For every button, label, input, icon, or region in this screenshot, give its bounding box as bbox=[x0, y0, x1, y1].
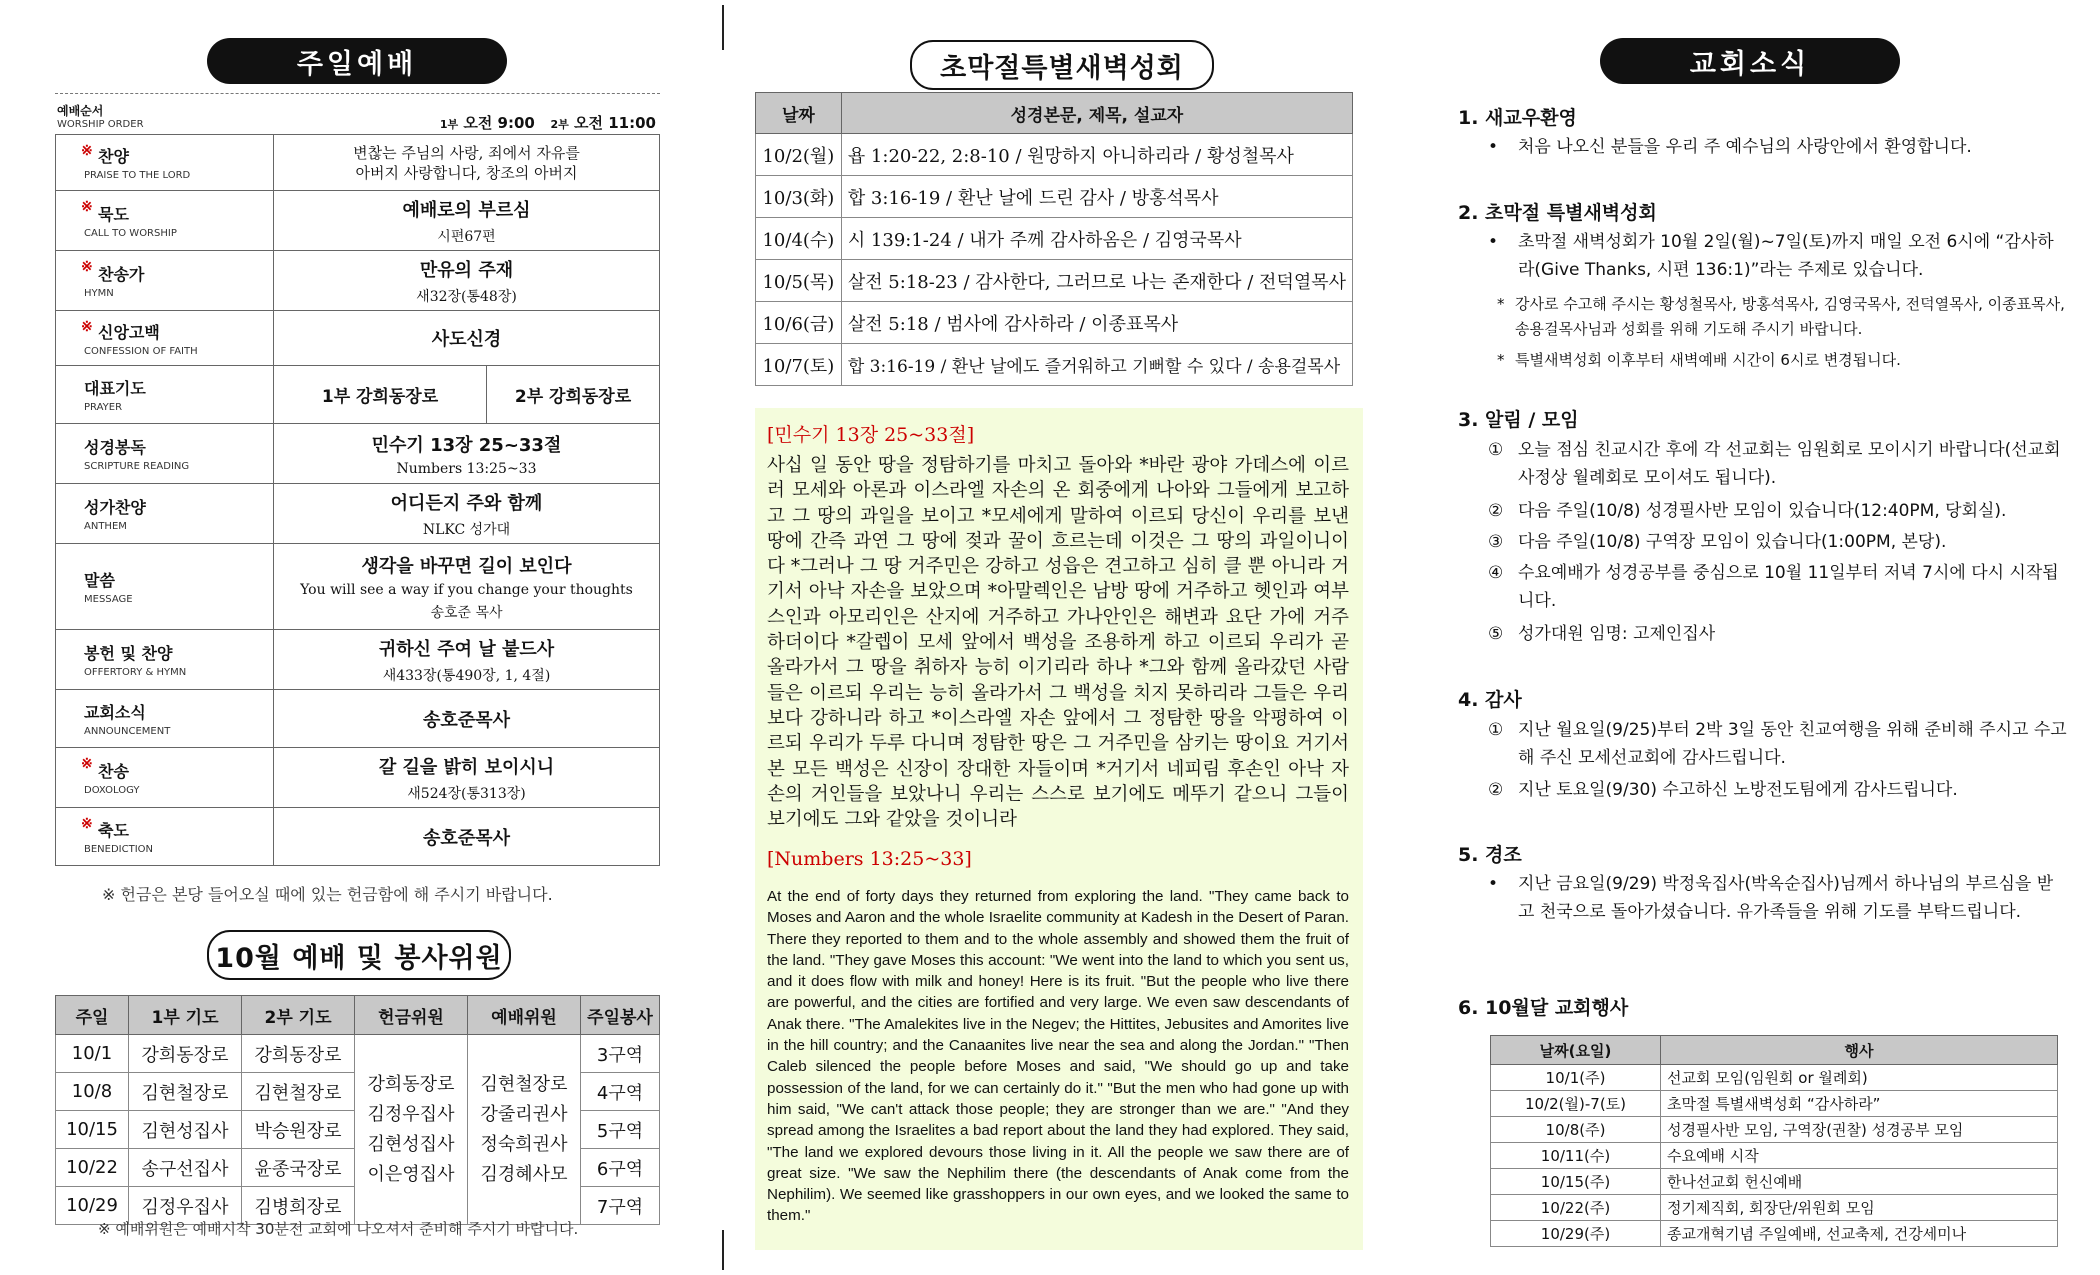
prayer-second-service: 2부 강희동장로 bbox=[514, 387, 632, 407]
order-label-ko: 예배순서 bbox=[57, 104, 104, 118]
volunteer-note: ※ 예배위원은 예배시작 30분전 교회에 나오셔서 준비해 주시기 바랍니다. bbox=[98, 1220, 579, 1238]
list-item: • 지난 금요일(9/29) 박정욱집사(박옥순집사)님께서 하나님의 부르심을 받고 천국으로 돌아가셨습니다. 유가족들을 위해 기도를 부탁드립니다. bbox=[1488, 874, 2054, 922]
worship-title: 주일예배 bbox=[207, 38, 507, 84]
table-row: 10/1 강희동장로 강희동장로 강희동장로 김정우집사 김현성집사 이은영집사 김현철장로 강줄리권사 정숙희권사 김경혜사모 3구역 bbox=[56, 1035, 660, 1073]
order-row: 성경봉독 SCRIPTURE READING 민수기 13장 25~33절 Numbers 13:25~33 bbox=[56, 424, 660, 484]
column-divider-bottom bbox=[722, 1230, 724, 1270]
list-item: ④ 수요예배가 성경공부를 중심으로 10월 11일부터 저녁 7시에 다시 시작됩니다. bbox=[1488, 563, 2059, 611]
list-item: ③ 다음 주일(10/8) 구역장 모임이 있습니다(1:00PM, 본당). bbox=[1488, 532, 1947, 552]
worship-order-table bbox=[55, 134, 660, 866]
section-thanks: 4. 감사 bbox=[1458, 689, 1522, 711]
volunteers-table bbox=[55, 995, 660, 1225]
table-row: 10/29(주) 종교개혁기념 주일예배, 선교축제, 건강세미나 bbox=[1491, 1221, 2058, 1247]
dawn-header-row: 날짜 성경본문, 제목, 설교자 bbox=[756, 93, 1353, 134]
order-row: 교회소식 ANNOUNCEMENT 송호준목사 bbox=[56, 690, 660, 748]
list-item: ⑤ 성가대원 임명: 고제인집사 bbox=[1488, 624, 1716, 644]
worship-order-header bbox=[55, 93, 660, 134]
korean-scripture-reference: [민수기 13장 25~33절] bbox=[767, 424, 975, 446]
table-row: 10/1(주) 선교회 모임(임원회 or 월례회) bbox=[1491, 1065, 2058, 1091]
table-row: 10/6(금) 살전 5:18 / 범사에 감사하라 / 이종표목사 bbox=[756, 302, 1353, 344]
table-row: 10/7(토) 합 3:16-19 / 환난 날에도 즐거워하고 기뻐할 수 있다 / 송용걸목사 bbox=[756, 344, 1353, 386]
scripture-box bbox=[755, 408, 1363, 1250]
order-row: ※ 찬송 DOXOLOGY 갈 길을 밝히 보이시니 새524장(통313장) bbox=[56, 748, 660, 808]
offering-team: 강희동장로 김정우집사 김현성집사 이은영집사 bbox=[355, 1035, 468, 1225]
table-row: 10/3(화) 합 3:16-19 / 환난 날에 드린 감사 / 방홍석목사 bbox=[756, 176, 1353, 218]
dawn-service-column bbox=[755, 0, 1365, 1275]
worship-team: 김현철장로 강줄리권사 정숙희권사 김경혜사모 bbox=[468, 1035, 581, 1225]
church-news-column bbox=[1450, 0, 2070, 1275]
dawn-service-title: 초막절특별새벽성회 bbox=[910, 40, 1214, 90]
list-item: • 초막절 새벽성회가 10월 2일(월)~7일(토)까지 매일 오전 6시에 “감사하라(Give Thanks, 시편 136:1)”라는 주제로 있습니다. bbox=[1488, 232, 2054, 280]
order-row: ※ 묵도 CALL TO WORSHIP 예배로의 부르심 시편67편 bbox=[56, 191, 660, 251]
section-welcome: 1. 새교우환영 bbox=[1458, 107, 1577, 129]
church-news-title: 교회소식 bbox=[1600, 38, 1900, 84]
order-row: 성가찬양 ANTHEM 어디든지 주와 함께 NLKC 성가대 bbox=[56, 484, 660, 544]
dawn-schedule-table bbox=[755, 92, 1353, 386]
volunteers-title: 10월 예배 및 봉사위원 bbox=[207, 930, 511, 980]
order-label-en: WORSHIP ORDER bbox=[57, 119, 144, 130]
list-item: ① 오늘 점심 친교시간 후에 각 선교회는 임원회로 모이시기 바랍니다(선교회 사정상 월례회로 모이셔도 됩니다). bbox=[1488, 440, 2061, 488]
list-item: • 처음 나오신 분들을 우리 주 예수님의 사랑안에서 환영합니다. bbox=[1488, 137, 1972, 157]
section-condolences: 5. 경조 bbox=[1458, 844, 1522, 866]
section-events: 6. 10월달 교회행사 bbox=[1458, 997, 1629, 1019]
events-header-row: 날짜(요일) 행사 bbox=[1491, 1036, 2058, 1065]
service-times: 1부 오전 9:00 2부 오전 11:00 bbox=[439, 114, 656, 132]
column-divider-top bbox=[722, 5, 724, 50]
table-row: 10/2(월)-7(토) 초막절 특별새벽성회 “감사하라” bbox=[1491, 1091, 2058, 1117]
order-row: ※ 축도 BENEDICTION 송호준목사 bbox=[56, 808, 660, 866]
order-row: 대표기도 PRAYER 1부 강희동장로 2부 강희동장로 bbox=[56, 366, 660, 424]
order-row: ※ 찬송가 HYMN 만유의 주재 새32장(통48장) bbox=[56, 251, 660, 311]
table-row: 10/22(주) 정기제직회, 회장단/위원회 모임 bbox=[1491, 1195, 2058, 1221]
prayer-first-service: 1부 강희동장로 bbox=[321, 387, 439, 407]
table-row: 10/11(수) 수요예배 시작 bbox=[1491, 1143, 2058, 1169]
korean-scripture-text: 사십 일 동안 땅을 정탐하기를 마치고 돌아와 *바란 광야 가데스에 이르러 모세와 아론과 이스라엘 자손의 온 회중에게 나아와 그들에게 보고하고 그 땅의 과일을 보이고 *모세에게 말하여 이르되 당신이 우리를 보낸 땅에 간즉 과연 그 땅에 젖과 꿀이 흐르는데 이것은 그 땅의 과일이니이다 *그러나 그 땅 거주민은 강하고 성읍은 견고하고 심히 클 뿐 아니라 거기서 아낙 자손을 보았으며 *아말렉인은 남방 땅에 거주하고 헷인과 여부스인과 아모리인은 산지에 거주하고 가나안인은 해변과 요단 가에 거주하더이다 *갈렙이 모세 앞에서 백성을 조용하게 하고 이르되 우리가 곧 올라가서 그 땅을 취하자 능히 이기리라 하나 *그와 함께 올라갔던 사람들은 이르되 우리는 능히 올라가서 그 백성을 치지 못하리라 그들은 우리보다 강하니라 하고 *이스라엘 자손 앞에서 그 정탐한 땅을 악평하여 이르되 우리가 두루 다니며 정탐한 땅은 그 거주민을 삼키는 땅이요 거기서 본 모든 백성은 신장이 장대한 자들이며 *거기서 네피림 후손인 아낙 자손의 거인들을 보았나니 우리는 스스로 보기에도 메뚜기 같으니 그들이 보기에도 그와 같았을 것이니라 bbox=[767, 455, 1349, 831]
worship-order bbox=[55, 93, 660, 866]
list-item: ② 다음 주일(10/8) 성경필사반 모임이 있습니다(12:40PM, 당회실). bbox=[1488, 501, 2007, 521]
order-row: ※ 신앙고백 CONFESSION OF FAITH 사도신경 bbox=[56, 311, 660, 366]
table-row: 10/22 송구선집사 윤종국장로 6구역 bbox=[56, 1149, 660, 1187]
english-scripture-reference: [Numbers 13:25~33] bbox=[767, 848, 972, 870]
table-row: 10/29 김정우집사 김병희장로 7구역 bbox=[56, 1187, 660, 1225]
english-scripture-text: At the end of forty days they returned from exploring the land. "They came back to Moses and Aaron and the whole Israelite community at Kadesh in the Desert of Paran. There they reported to them and to the whole assembly and showed them the fruit of the land. "They gave Moses this account: "We went into the land to which you sent us, and it does flow with milk and honey! Here is its fruit. "But the people who live there are powerful, and the cities are fortified and very large. We even saw descendants of Anak there. "The Amalekites live in the Negev; the Hittites, Jebusites and Amorites live in the hill country; and the Canaanites live near the sea and along the Jordan." "Then Caleb silenced the people before Moses and said, "We should go up and take possession of the land, for we can certainly do it." "But the men who had gone up with him said, "We can't attack those people; they are stronger than we are." "And they spread among the Israelites a bad report about the land they had explored. They said, "The land we explored devours those living in it. All the people we saw there are of great size. "We saw the Nephilim there (the descendants of Anak come from the Nephilim). We seemed like grasshoppers in our own eyes, and we looked the same to them." bbox=[767, 888, 1349, 1225]
table-row: 10/4(수) 시 139:1-24 / 내가 주께 감사하옴은 / 김영국목사 bbox=[756, 218, 1353, 260]
order-row: ※ 찬양 PRAISE TO THE LORD 변찮는 주님의 사랑, 죄에서 자유를 아버지 사랑합니다, 창조의 아버지 bbox=[56, 135, 660, 191]
note-item: * 특별새벽성회 이후부터 새벽예배 시간이 6시로 변경됩니다. bbox=[1497, 351, 1901, 369]
table-row: 10/8(주) 성경필사반 모임, 구역장(권찰) 성경공부 모임 bbox=[1491, 1117, 2058, 1143]
section-dawn-service: 2. 초막절 특별새벽성회 bbox=[1458, 202, 1657, 224]
table-row: 10/15(주) 한나선교회 헌신예배 bbox=[1491, 1169, 2058, 1195]
list-item: ② 지난 토요일(9/30) 수고하신 노방전도팀에게 감사드립니다. bbox=[1488, 780, 1958, 800]
worship-column bbox=[50, 0, 665, 1275]
volunteers-header-row: 주일 1부 기도 2부 기도 헌금위원 예배위원 주일봉사 bbox=[56, 996, 660, 1035]
note-item: * 강사로 수고해 주시는 황성철목사, 방홍석목사, 김영국목사, 전덕열목사, 이종표목사, 송용걸목사님과 성회를 위해 기도해 주시기 바랍니다. bbox=[1497, 295, 2065, 338]
section-announcements: 3. 알림 / 모임 bbox=[1458, 409, 1579, 431]
offering-note: ※ 헌금은 본당 들어오실 때에 있는 헌금함에 해 주시기 바랍니다. bbox=[102, 885, 553, 904]
list-item: ① 지난 월요일(9/25)부터 2박 3일 동안 친교여행을 위해 준비해 주시고 수고해 주신 모세선교회에 감사드립니다. bbox=[1488, 720, 2067, 768]
table-row: 10/5(목) 살전 5:18-23 / 감사한다, 그러므로 나는 존재한다 / 전덕열목사 bbox=[756, 260, 1353, 302]
table-row: 10/15 김현성집사 박승원장로 5구역 bbox=[56, 1111, 660, 1149]
events-table bbox=[1490, 1035, 2058, 1247]
order-row: 말씀 MESSAGE 생각을 바꾸면 길이 보인다 You will see a way if you change your thoughts 송호준 목사 bbox=[56, 544, 660, 630]
order-row: 봉헌 및 찬양 OFFERTORY & HYMN 귀하신 주여 날 붙드사 새433장(통490장, 1, 4절) bbox=[56, 630, 660, 690]
table-row: 10/2(월) 욥 1:20-22, 2:8-10 / 원망하지 아니하리라 / 황성철목사 bbox=[756, 134, 1353, 176]
table-row: 10/8 김현철장로 김현철장로 4구역 bbox=[56, 1073, 660, 1111]
